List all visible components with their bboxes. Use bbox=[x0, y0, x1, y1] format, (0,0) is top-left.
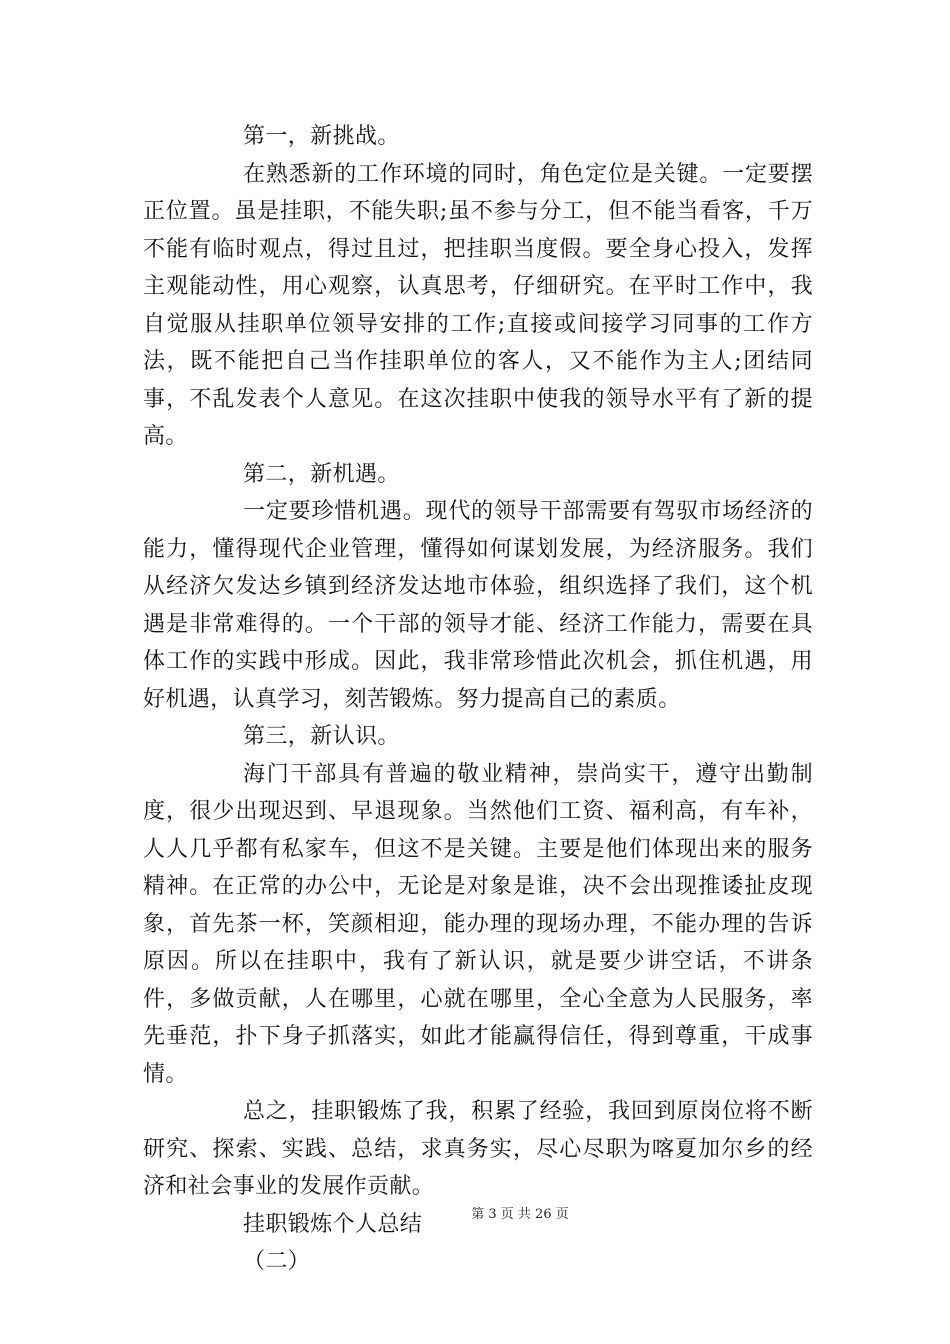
section-heading-2: 第二，新机遇。 bbox=[243, 461, 400, 487]
body-paragraph-2: 一定要珍惜机遇。现代的领导干部需要有驾驭市场经济的能力，懂得现代企业管理，懂得如何谋划发展，为经济服务。我们从经济欠发达乡镇到经济发达地市体验，组织选择了我们，这个机遇是非常难得的。一个干部的领导才能、经济工作能力，需要在具体工作的实践中形成。因此，我非常珍惜此次机会，抓住机遇，用好机遇，认真学习，刻苦锻炼。努力提高自己的素质。 bbox=[143, 499, 813, 712]
next-section-number: （二） bbox=[243, 1249, 311, 1274]
page-number-footer: 第 3 页 共 26 页 bbox=[471, 1207, 569, 1222]
section-heading-1: 第一，新挑战。 bbox=[243, 124, 400, 149]
body-paragraph-conclusion: 总之，挂职锻炼了我，积累了经验，我回到原岗位将不断研究、探索、实践、总结，求真务实，尽心尽职为喀夏加尔乡的经济和社会事业的发展作贡献。 bbox=[143, 1099, 813, 1199]
body-paragraph-1: 在熟悉新的工作环境的同时，角色定位是关键。一定要摆正位置。虽是挂职，不能失职;虽不参与分工，但不能当看客，千万不能有临时观点，得过且过，把挂职当度假。要全身心投入，发挥主观能动性，用心观察，认真思考，仔细研究。在平时工作中，我自觉服从挂职单位领导安排的工作;直接或间接学习同事的工作方法，既不能把自己当作挂职单位的客人，又不能作为主人;团结同事，不乱发表个人意见。在这次挂职中使我的领导水平有了新的提高。 bbox=[143, 161, 813, 449]
document-body bbox=[143, 118, 813, 1281]
next-section-title: 挂职锻炼个人总结 bbox=[243, 1211, 423, 1237]
body-paragraph-3: 海门干部具有普遍的敬业精神，崇尚实干，遵守出勤制度，很少出现迟到、早退现象。当然他们工资、福利高，有车补，人人几乎都有私家车，但这不是关键。主要是他们体现出来的服务精神。在正常的办公中，无论是对象是谁，决不会出现推诿扯皮现象，首先茶一杯，笑颜相迎，能办理的现场办理，不能办理的告诉原因。所以在挂职中，我有了新认识，就是要少讲空话，不讲条件，多做贡献，人在哪里，心就在哪里，全心全意为人民服务，率先垂范，扑下身子抓落实，如此才能赢得信任，得到尊重，干成事情。 bbox=[143, 761, 813, 1087]
section-heading-3: 第三，新认识。 bbox=[243, 724, 400, 749]
